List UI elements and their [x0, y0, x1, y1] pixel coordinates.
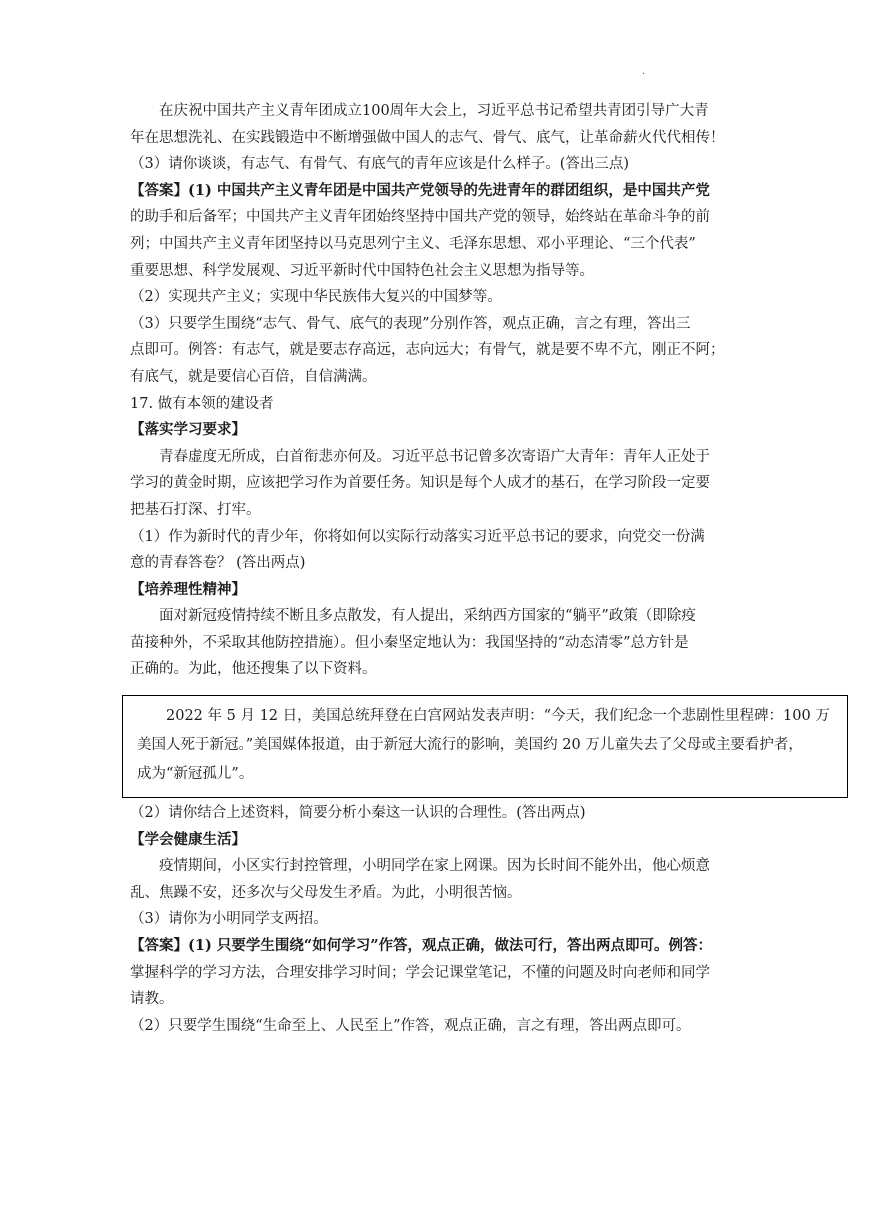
text-line: 掌握科学的学习方法，合理安排学习时间；学会记课堂笔记，不懂的问题及时向老师和同学 — [130, 964, 710, 981]
text-line: 意的青春答卷？ (答出两点) — [130, 555, 306, 572]
text-line: 【培养理性精神】 — [130, 580, 246, 598]
text-line: 乱、焦躁不安，还多次与父母发生矛盾。为此，小明很苦恼。 — [130, 884, 522, 901]
text-section-top — [130, 98, 750, 683]
text-line: （3）请你谈谈，有志气、有骨气、有底气的青年应该是什么样子。(答出三点) — [130, 156, 630, 173]
text-line: 把基石打深、打牢。 — [130, 501, 261, 518]
text-line: （2）请你结合上述资料，简要分析小秦这一认识的合理性。(答出两点) — [130, 805, 586, 822]
text-line: 【学会健康生活】 — [130, 830, 246, 848]
text-line: 请教。 — [130, 991, 174, 1008]
text-line: 17. 做有本领的建设者 — [130, 395, 274, 412]
text-line: 的助手和后备军；中国共产主义青年团始终坚持中国共产党的领导，始终站在革命斗争的前 — [130, 209, 710, 226]
text-line: 年在思想洗礼、在实践锻造中不断增强做中国人的志气、骨气、底气，让革命薪火代代相传！ — [130, 129, 725, 146]
text-line: （1）作为新时代的青少年，你将如何以实际行动落实习近平总书记的要求，向党交一份满 — [130, 528, 705, 545]
page-marker: · — [642, 69, 646, 80]
text-line: 苗接种外，不采取其他防控措施）。但小秦坚定地认为：我国坚持的“动态清零”总方针是 — [130, 634, 689, 651]
text-line: 有底气，就是要信心百倍，自信满满。 — [130, 368, 377, 385]
text-line: 【答案】(1) 中国共产主义青年团是中国共产党领导的先进青年的群团组织，是中国共产党 — [130, 181, 710, 199]
text-section-bottom — [130, 800, 750, 1039]
text-line: 【答案】(1) 只要学生围绕“如何学习”作答，观点正确，做法可行，答出两点即可。例答： — [130, 937, 713, 955]
text-line: （2）实现共产主义；实现中华民族伟大复兴的中国梦等。 — [130, 289, 502, 306]
text-line: （2）只要学生围绕“生命至上、人民至上”作答，观点正确，言之有理，答出两点即可。 — [130, 1017, 691, 1034]
text-line: 重要思想、科学发展观、习近平新时代中国特色社会主义思想为指导等。 — [130, 262, 594, 279]
text-line: 美国人死于新冠。”美国媒体报道，由于新冠大流行的影响，美国约 20 万儿童失去了父母或主要看护者， — [137, 737, 803, 754]
material-box — [122, 695, 848, 798]
document-body — [130, 98, 830, 1039]
text-line: 成为“新冠孤儿”。 — [137, 766, 254, 783]
text-line: 【落实学习要求】 — [130, 421, 246, 439]
text-line: 正确的。为此，他还搜集了以下资料。 — [130, 661, 377, 678]
text-line: 列；中国共产主义青年团坚持以马克思列宁主义、毛泽东思想、邓小平理论、“三个代表” — [130, 235, 696, 252]
text-line: 在庆祝中国共产主义青年团成立100周年大会上，习近平总书记希望共青团引导广大青 — [159, 103, 709, 119]
text-line: 学习的黄金时期，应该把学习作为首要任务。知识是每个人成才的基石，在学习阶段一定要 — [130, 475, 710, 492]
text-line: 面对新冠疫情持续不断且多点散发，有人提出，采纳西方国家的“躺平”政策（即除疫 — [159, 608, 696, 625]
text-line: （3）请你为小明同学支两招。 — [130, 911, 328, 928]
text-line: 疫情期间，小区实行封控管理，小明同学在家上网课。因为长时间不能外出，他心烦意 — [159, 858, 710, 875]
text-line: （3）只要学生围绕“志气、骨气、底气的表现”分别作答，观点正确，言之有理，答出三 — [130, 315, 691, 332]
text-line: 点即可。例答：有志气，就是要志存高远，志向远大；有骨气，就是要不卑不亢，刚正不阿； — [130, 342, 725, 359]
text-line: 青春虚度无所成，白首衔悲亦何及。习近平总书记曾多次寄语广大青年：青年人正处于 — [159, 448, 710, 465]
text-line: 2022 年 5 月 12 日，美国总统拜登在白宫网站发表声明：“今天，我们纪念一个悲剧性里程碑：100 万 — [166, 708, 830, 725]
